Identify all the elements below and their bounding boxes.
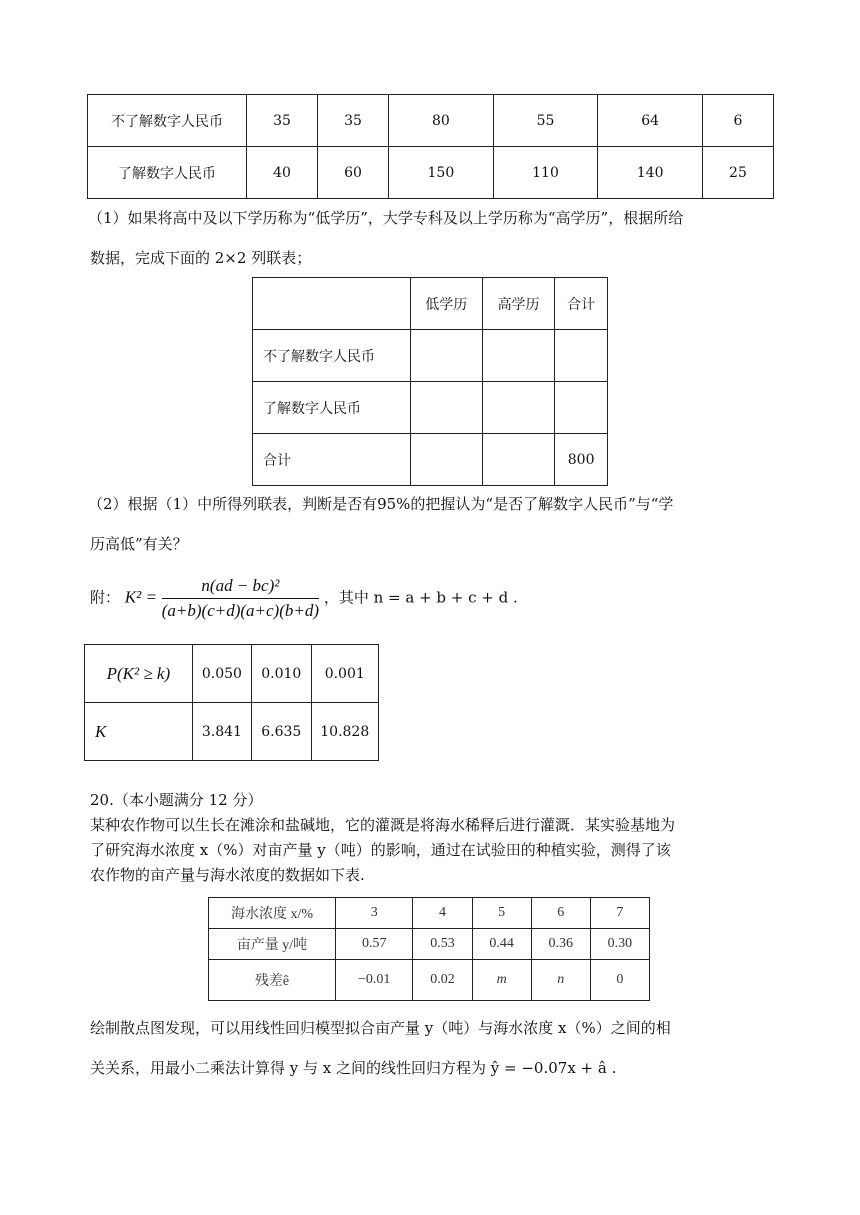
question-2-line-2: 历高低”有关？ [90,535,188,553]
critical-value-table [84,644,379,761]
table-cell: 海水浓度 x/% [209,898,336,929]
table-row [85,703,379,761]
tail-line-2: 关关系，用最小二乘法计算得 y 与 x 之间的线性回归方程为 ŷ = −0.07x + â . [90,1059,617,1077]
table-cell: n [531,960,590,1001]
table-cell: 35 [247,95,318,147]
table-row [88,147,774,199]
table-cell: 800 [555,434,608,486]
table-cell: 64 [598,95,703,147]
question-20-title: 20.（本小题满分 12 分） [90,791,263,809]
table-cell: 不了解数字人民币 [88,95,247,147]
table-cell: 25 [702,147,773,199]
table-cell: 了解数字人民币 [253,382,411,434]
table-cell [482,330,554,382]
table-cell: −0.01 [336,960,413,1001]
table-cell: 亩产量 y/吨 [209,929,336,960]
table-cell: m [472,960,531,1001]
table-cell: 0.02 [413,960,472,1001]
contingency-table [252,277,608,486]
table-cell: 0.30 [590,929,649,960]
formula-numerator: n(ad − bc)² [162,576,319,599]
yield-table [208,897,650,1001]
table-cell [410,330,482,382]
formula-denominator: (a+b)(c+d)(a+c)(b+d) [161,601,320,620]
table-cell: 35 [318,95,389,147]
table-cell: 0.57 [336,929,413,960]
table-cell: 10.828 [311,703,379,761]
table-cell [410,382,482,434]
table-cell: 80 [389,95,494,147]
question-20-line-2: 了研究海水浓度 x（%）对亩产量 y（吨）的影响，通过在试验田的种植实验，测得了该 [90,841,671,859]
table-cell [555,330,608,382]
tail-line-1: 绘制散点图发现，可以用线性回归模型拟合亩产量 y（吨）与海水浓度 x（%）之间的相 [90,1019,671,1037]
table-cell: K [85,703,193,761]
table-cell [482,382,554,434]
table-cell: 合计 [253,434,411,486]
table-cell: 140 [598,147,703,199]
table-cell: 0.050 [192,645,251,703]
table-cell: 0 [590,960,649,1001]
table-row [209,898,650,929]
table-cell: 6 [702,95,773,147]
table-cell: 不了解数字人民币 [253,330,411,382]
table-cell: 6 [531,898,590,929]
question-20-line-1: 某种农作物可以生长在滩涂和盐碱地，它的灌溉是将海水稀释后进行灌溉．某实验基地为 [90,816,676,834]
question-1-line-2: 数据，完成下面的 2×2 列联表； [90,249,312,267]
table-cell [482,434,554,486]
table-cell: 0.44 [472,929,531,960]
table-cell: 高学历 [482,278,554,330]
table-row [88,95,774,147]
table-cell: 合计 [555,278,608,330]
table-cell: 4 [413,898,472,929]
table-cell: 110 [493,147,598,199]
question-2-line-1: （2）根据（1）中所得列联表，判断是否有95%的把握认为“是否了解数字人民币”与“学 [88,495,674,513]
table-cell: 0.53 [413,929,472,960]
data-table-1 [87,94,774,199]
table-row [253,330,608,382]
table-cell: 3 [336,898,413,929]
table-cell: 150 [389,147,494,199]
table-cell: 3.841 [192,703,251,761]
formula-lhs: K² = [124,587,157,607]
question-1-line-1: （1）如果将高中及以下学历称为“低学历”，大学专科及以上学历称为“高学历”，根据所给 [88,209,684,227]
table-row [253,278,608,330]
formula-prefix: 附： [90,588,121,607]
table-cell [555,382,608,434]
table-row [209,929,650,960]
table-cell: 低学历 [410,278,482,330]
table-row [209,960,650,1001]
table-cell: 55 [493,95,598,147]
table-cell: P(K² ≥ k) [85,645,193,703]
table-cell: 40 [247,147,318,199]
table-cell: 了解数字人民币 [88,147,247,199]
table-row [253,382,608,434]
table-cell: 60 [318,147,389,199]
table-row [253,434,608,486]
table-row [85,645,379,703]
question-20-line-3: 农作物的亩产量与海水浓度的数据如下表. [90,866,365,884]
table-cell: 残差ê [209,960,336,1001]
table-cell: 7 [590,898,649,929]
formula-fraction [162,576,319,621]
table-cell [253,278,411,330]
table-cell: 0.001 [311,645,379,703]
table-cell: 0.36 [531,929,590,960]
table-cell: 6.635 [252,703,311,761]
table-cell: 0.010 [252,645,311,703]
formula-suffix: ，其中 n = a + b + c + d . [323,588,518,607]
table-cell [410,434,482,486]
table-cell: 5 [472,898,531,929]
formula [90,576,518,621]
